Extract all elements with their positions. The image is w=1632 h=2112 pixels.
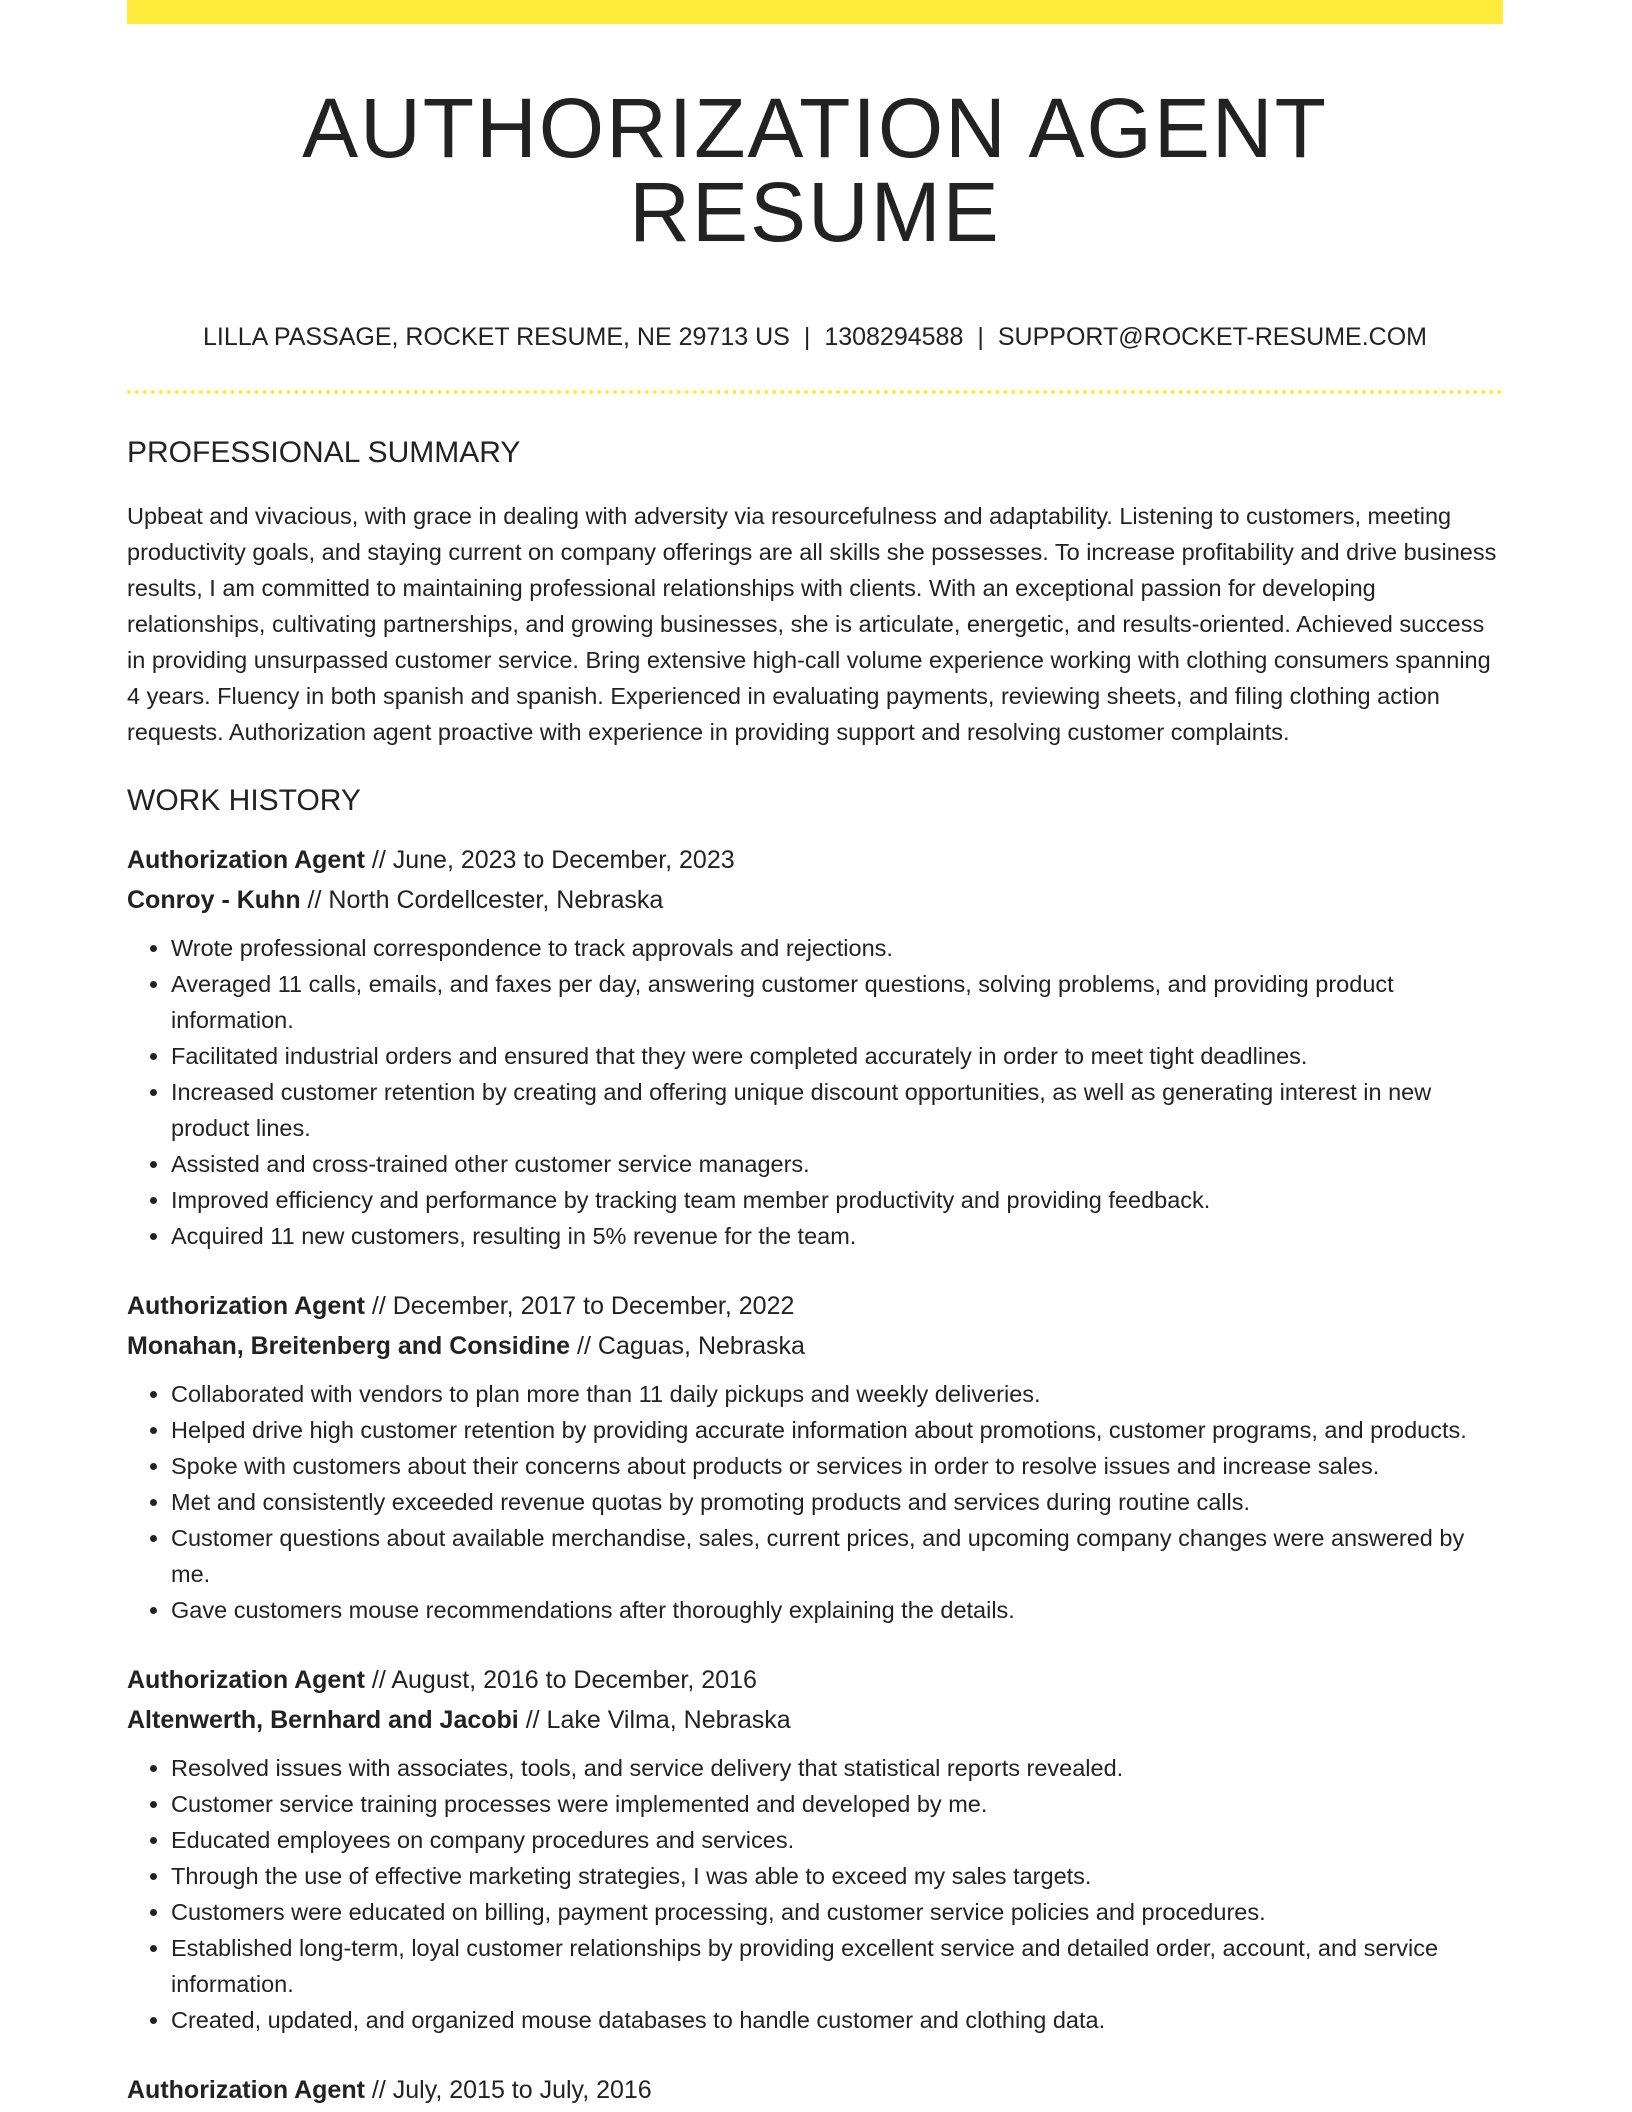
bullet-item: • Gave customers mouse recommendations after thoroughly explaining the details.	[171, 1592, 1503, 1628]
location-separator: //	[518, 1706, 547, 1734]
resume-title: AUTHORIZATION AGENT RESUME	[302, 81, 1328, 259]
email-link[interactable]: SUPPORT@ROCKET-RESUME.COM	[997, 323, 1427, 351]
job-list	[127, 840, 1503, 2110]
job-title-line	[127, 1286, 1503, 1326]
bullet-item: • Wrote professional correspondence to track approvals and rejections.	[171, 930, 1503, 966]
job-title: Authorization Agent	[127, 1666, 365, 1694]
company-location: North Cordellcester, Nebraska	[328, 886, 664, 914]
job-entry	[127, 840, 1503, 1254]
bullet-item: • Met and consistently exceeded revenue quotas by promoting products and services during routine calls.	[171, 1484, 1503, 1520]
bullet-item: • Spoke with customers about their concerns about products or services in order to resolve issues and increase sales.	[171, 1448, 1503, 1484]
job-entry	[127, 1660, 1503, 2038]
bullet-item: • Collaborated with vendors to plan more than 11 daily pickups and weekly deliveries.	[171, 1376, 1503, 1412]
contact-separator: |	[977, 323, 984, 351]
job-title: Authorization Agent	[127, 1292, 365, 1320]
address-text: LILLA PASSAGE, ROCKET RESUME, NE 29713 US	[202, 323, 790, 351]
bullet-item: • Averaged 11 calls, emails, and faxes per day, answering customer questions, solving problems, and providing product information.	[171, 966, 1503, 1038]
job-title: Authorization Agent	[127, 846, 365, 874]
bullet-item: • Resolved issues with associates, tools, and service delivery that statistical reports revealed.	[171, 1750, 1503, 1786]
company-line	[127, 1700, 1503, 1740]
dotted-divider	[127, 390, 1503, 394]
phone-text: 1308294588	[824, 323, 964, 351]
work-history-heading: WORK HISTORY	[127, 784, 361, 817]
job-dates: July, 2015 to July, 2016	[392, 2076, 652, 2104]
bullet-item: • Through the use of effective marketing strategies, I was able to exceed my sales targets.	[171, 1858, 1503, 1894]
job-entry	[127, 1286, 1503, 1628]
company-name: Conroy - Kuhn	[127, 886, 301, 914]
job-entry	[127, 2070, 1503, 2110]
job-title-line	[127, 840, 1503, 880]
date-separator: //	[364, 1292, 393, 1320]
bullet-item: • Helped drive high customer retention by providing accurate information about promotions, customer programs, and products.	[171, 1412, 1503, 1448]
bullet-item: • Improved efficiency and performance by tracking team member productivity and providing feedback.	[171, 1182, 1503, 1218]
bullet-item: • Educated employees on company procedures and services.	[171, 1822, 1503, 1858]
date-separator: //	[364, 846, 393, 874]
company-location: Caguas, Nebraska	[597, 1332, 805, 1360]
company-location: Lake Vilma, Nebraska	[546, 1706, 791, 1734]
bullet-item: • Established long-term, loyal customer relationships by providing excellent service and detailed order, account, and service information.	[171, 1930, 1503, 2002]
job-bullets	[127, 930, 1503, 1254]
location-separator: //	[300, 886, 329, 914]
summary-heading: PROFESSIONAL SUMMARY	[127, 436, 521, 469]
bullet-item: • Facilitated industrial orders and ensured that they were completed accurately in order to meet tight deadlines.	[171, 1038, 1503, 1074]
company-line	[127, 1326, 1503, 1366]
company-line	[127, 880, 1503, 920]
date-separator: //	[364, 1666, 392, 1694]
job-title: Authorization Agent	[127, 2076, 365, 2104]
company-name: Monahan, Breitenberg and Considine	[127, 1332, 571, 1360]
job-title-line	[127, 1660, 1503, 1700]
bullet-item: • Customer questions about available merchandise, sales, current prices, and upcoming company changes were answered by me.	[171, 1520, 1503, 1592]
contact-line	[127, 322, 1503, 352]
summary-text: Upbeat and vivacious, with grace in dealing with adversity via resourcefulness and adaptability. Listening to customers, meeting productivity goals, and staying current on company offerings are all skills she possesses. To increase profitability and drive business results, I am committed to maintaining professional relationships with clients. With an exceptional passion for developing relationships, cultivating partnerships, and growing businesses, she is articulate, energetic, and results-oriented. Achieved success in providing unsurpassed customer service. Bring extensive high-call volume experience working with clothing consumers spanning 4 years. Fluency in both spanish and spanish. Experienced in evaluating payments, reviewing sheets, and filing clothing action requests. Authorization agent proactive with experience in providing support and resolving customer complaints.	[127, 503, 1497, 745]
date-separator: //	[364, 2076, 393, 2104]
bullet-item: • Customers were educated on billing, payment processing, and customer service policies and procedures.	[171, 1894, 1503, 1930]
job-bullets	[127, 1376, 1503, 1628]
bullet-item: • Increased customer retention by creating and offering unique discount opportunities, as well as generating interest in new product lines.	[171, 1074, 1503, 1146]
job-dates: June, 2023 to December, 2023	[392, 846, 735, 874]
job-dates: December, 2017 to December, 2022	[392, 1292, 795, 1320]
bullet-item: • Created, updated, and organized mouse databases to handle customer and clothing data.	[171, 2002, 1503, 2038]
location-separator: //	[570, 1332, 598, 1360]
job-bullets	[127, 1750, 1503, 2038]
resume-page	[127, 0, 1503, 2110]
accent-bar	[127, 0, 1503, 24]
company-name: Altenwerth, Bernhard and Jacobi	[127, 1706, 519, 1734]
contact-separator: |	[803, 323, 811, 351]
bullet-item: • Customer service training processes were implemented and developed by me.	[171, 1786, 1503, 1822]
bullet-item: • Assisted and cross-trained other customer service managers.	[171, 1146, 1503, 1182]
job-title-line	[127, 2070, 1503, 2110]
bullet-item: • Acquired 11 new customers, resulting in 5% revenue for the team.	[171, 1218, 1503, 1254]
job-dates: August, 2016 to December, 2016	[391, 1666, 757, 1694]
